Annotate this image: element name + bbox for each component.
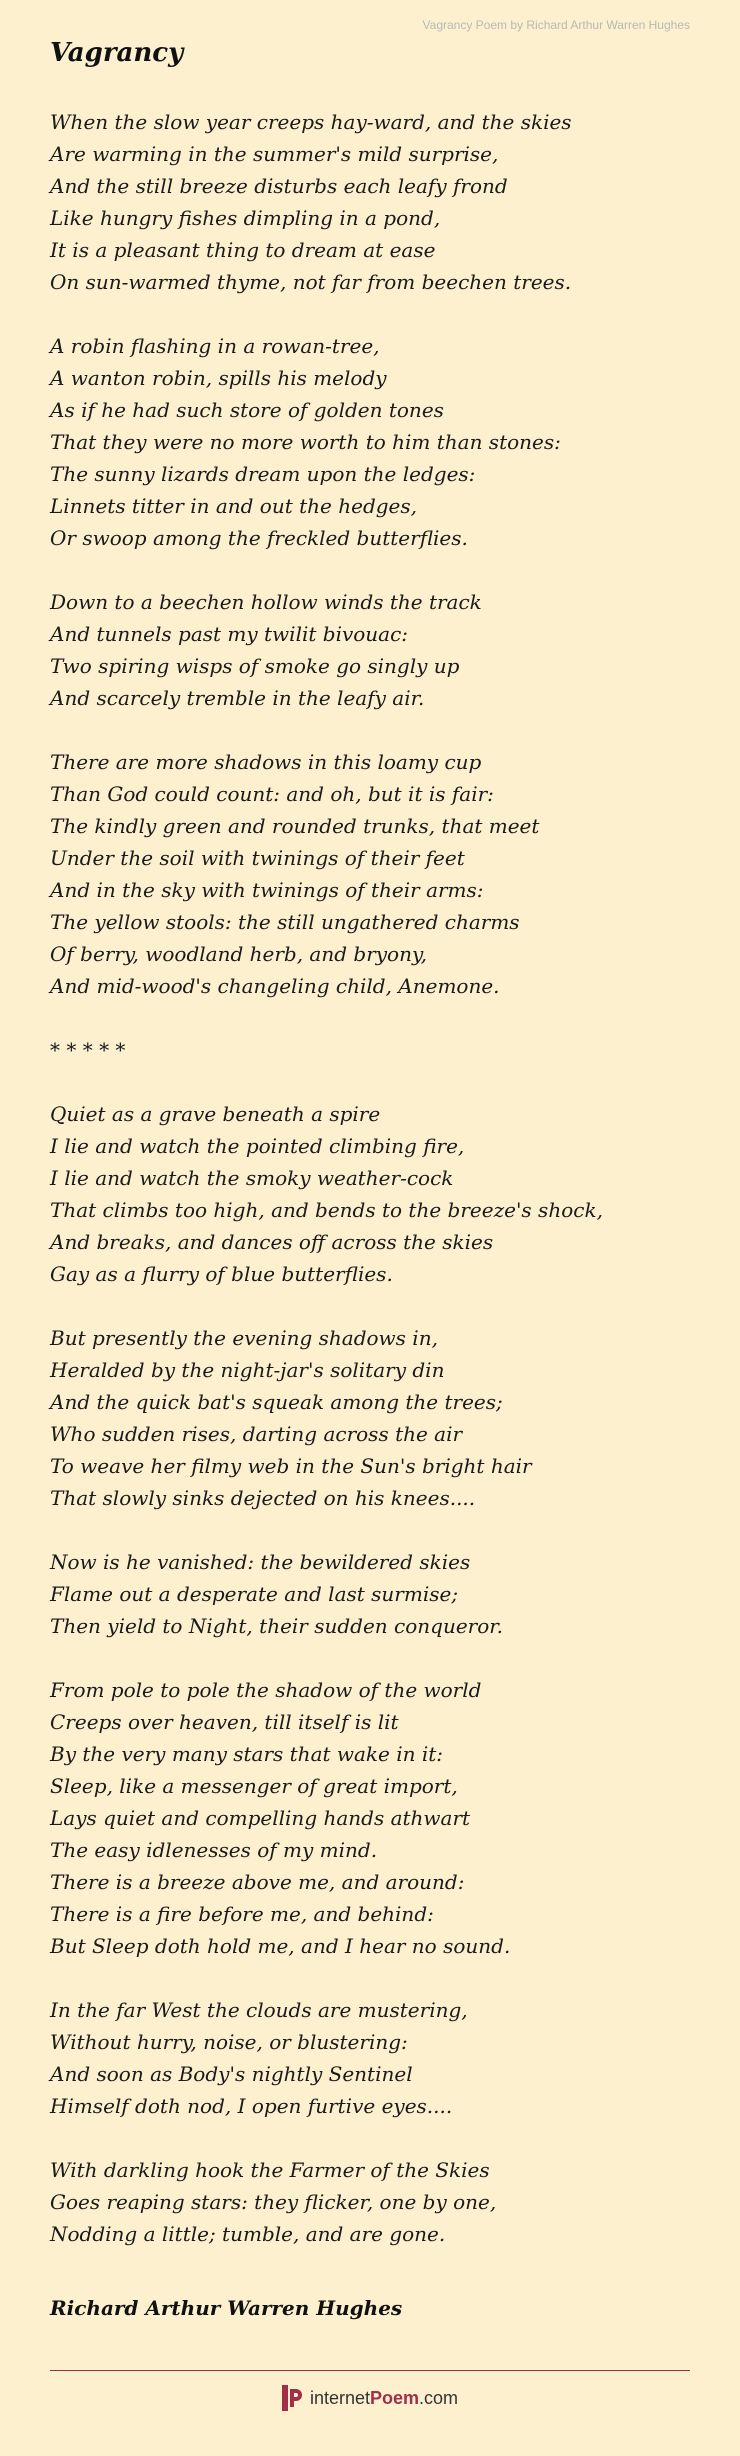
poem-line: Who sudden rises, darting across the air <box>50 1422 463 1446</box>
poem-line: Two spiring wisps of smoke go singly up <box>50 654 460 678</box>
poem-line: Then yield to Night, their sudden conqueror. <box>50 1614 504 1638</box>
poem-stanza <box>50 1546 690 1642</box>
poem-body <box>50 106 690 2282</box>
poem-line: The easy idlenesses of my mind. <box>50 1838 378 1862</box>
poem-line: When the slow year creeps hay-ward, and the skies <box>50 110 572 134</box>
poem-line: Heralded by the night-jar's solitary din <box>50 1358 445 1382</box>
poem-title: Vagrancy <box>50 38 184 68</box>
brand-part-internet: internet <box>309 2388 370 2408</box>
poem-author: Richard Arthur Warren Hughes <box>50 2296 403 2320</box>
poem-line: Down to a beechen hollow winds the track <box>50 590 482 614</box>
poem-stanza <box>50 2154 690 2250</box>
poem-line: There is a breeze above me, and around: <box>50 1870 465 1894</box>
poem-line: From pole to pole the shadow of the world <box>50 1678 482 1702</box>
poem-line: Than God could count: and oh, but it is fair: <box>50 782 494 806</box>
poem-line: And the quick bat's squeak among the trees; <box>50 1390 503 1414</box>
poem-line: Quiet as a grave beneath a spire <box>50 1102 381 1126</box>
poem-line: That climbs too high, and bends to the breeze's shock, <box>50 1198 603 1222</box>
poem-line: And in the sky with twinings of their arms: <box>50 878 484 902</box>
site-brand-link[interactable] <box>310 2385 458 2411</box>
poem-line: To weave her filmy web in the Sun's bright hair <box>50 1454 532 1478</box>
footer-divider <box>50 2370 690 2371</box>
poem-line: As if he had such store of golden tones <box>50 398 444 422</box>
poem-stanza <box>50 1034 690 1066</box>
poem-stanza <box>50 1674 690 1962</box>
poem-line: Creeps over heaven, till itself is lit <box>50 1710 399 1734</box>
poem-line: It is a pleasant thing to dream at ease <box>50 238 436 262</box>
poem-stanza <box>50 1098 690 1290</box>
poem-line: Himself doth nod, I open furtive eyes.... <box>50 2094 453 2118</box>
poem-stanza <box>50 746 690 1002</box>
poem-line: By the very many stars that wake in it: <box>50 1742 444 1766</box>
poem-line: And scarcely tremble in the leafy air. <box>50 686 425 710</box>
header-note: Vagrancy Poem by Richard Arthur Warren Hughes <box>422 18 690 32</box>
poem-line: Sleep, like a messenger of great import, <box>50 1774 458 1798</box>
poem-line: Flame out a desperate and last surmise; <box>50 1582 459 1606</box>
poem-line: Lays quiet and compelling hands athwart <box>50 1806 471 1830</box>
poem-line: The yellow stools: the still ungathered charms <box>50 910 520 934</box>
poem-line: That they were no more worth to him than stones: <box>50 430 561 454</box>
poem-line: The kindly green and rounded trunks, that meet <box>50 814 540 838</box>
poem-stanza <box>50 1322 690 1514</box>
brand-part-poem: Poem <box>370 2388 420 2408</box>
poem-line: I lie and watch the smoky weather-cock <box>50 1166 454 1190</box>
poem-line: A wanton robin, spills his melody <box>50 366 387 390</box>
poem-line: Now is he vanished: the bewildered skies <box>50 1550 471 1574</box>
site-footer[interactable] <box>0 2383 740 2413</box>
poem-line: With darkling hook the Farmer of the Skies <box>50 2158 490 2182</box>
poem-line: And soon as Body's nightly Sentinel <box>50 2062 413 2086</box>
poem-line: That slowly sinks dejected on his knees.... <box>50 1486 476 1510</box>
poem-line: And tunnels past my twilit bivouac: <box>50 622 409 646</box>
poem-line: And mid-wood's changeling child, Anemone. <box>50 974 500 998</box>
poem-line: Under the soil with twinings of their feet <box>50 846 465 870</box>
poem-line: The sunny lizards dream upon the ledges: <box>50 462 476 486</box>
poem-line: Gay as a flurry of blue butterflies. <box>50 1262 393 1286</box>
poem-line: A robin flashing in a rowan-tree, <box>50 334 380 358</box>
poem-line: But presently the evening shadows in, <box>50 1326 438 1350</box>
poem-line: Of berry, woodland herb, and bryony, <box>50 942 427 966</box>
poem-line: In the far West the clouds are mustering, <box>50 1998 468 2022</box>
poem-stanza <box>50 106 690 298</box>
poem-stanza <box>50 330 690 554</box>
internetpoem-logo-icon <box>282 2385 304 2411</box>
poem-stanza <box>50 1994 690 2122</box>
poem-line: Linnets titter in and out the hedges, <box>50 494 418 518</box>
poem-line: Like hungry fishes dimpling in a pond, <box>50 206 441 230</box>
poem-line: Goes reaping stars: they flicker, one by one, <box>50 2190 497 2214</box>
poem-line: I lie and watch the pointed climbing fire, <box>50 1134 465 1158</box>
poem-line: Are warming in the summer's mild surprise, <box>50 142 499 166</box>
poem-stanza <box>50 586 690 714</box>
brand-part-com: .com <box>419 2388 459 2408</box>
poem-line: And the still breeze disturbs each leafy frond <box>50 174 508 198</box>
poem-line: On sun-warmed thyme, not far from beechen trees. <box>50 270 572 294</box>
poem-line: * * * * * <box>50 1038 126 1062</box>
poem-line: Nodding a little; tumble, and are gone. <box>50 2222 446 2246</box>
poem-line: There are more shadows in this loamy cup <box>50 750 482 774</box>
poem-line: There is a fire before me, and behind: <box>50 1902 434 1926</box>
poem-line: And breaks, and dances off across the skies <box>50 1230 494 1254</box>
poem-line: Without hurry, noise, or blustering: <box>50 2030 408 2054</box>
poem-line: But Sleep doth hold me, and I hear no sound. <box>50 1934 511 1958</box>
poem-line: Or swoop among the freckled butterflies. <box>50 526 468 550</box>
